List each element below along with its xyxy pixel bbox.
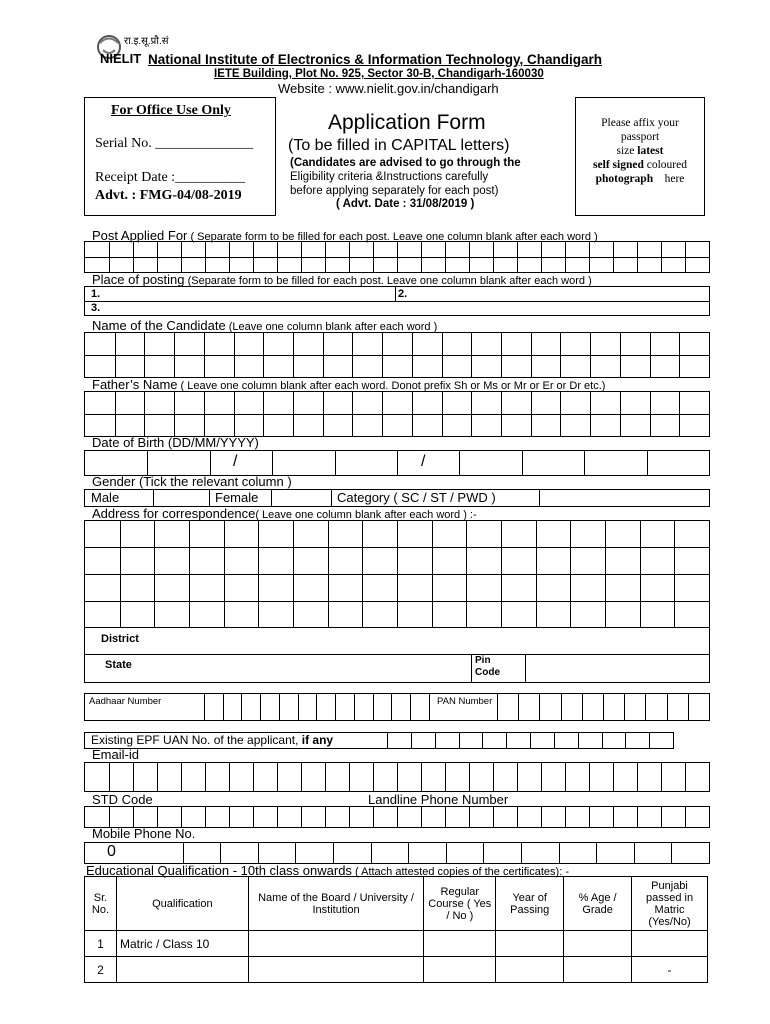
grid-line xyxy=(541,807,542,827)
name-label: Name of the Candidate (Leave one column blank after each word ) xyxy=(92,318,438,333)
grid-line xyxy=(578,733,579,748)
std-label: STD Code xyxy=(92,792,153,807)
grid-line xyxy=(272,451,273,475)
grid-line xyxy=(204,333,205,377)
grid-line xyxy=(442,333,443,377)
address-label: Address for correspondence( Leave one column blank after each word ) :- xyxy=(92,506,477,521)
grid-line xyxy=(241,694,242,720)
grid-line xyxy=(335,451,336,475)
grid-line xyxy=(397,451,398,475)
grid-line xyxy=(565,763,566,791)
grid-line xyxy=(229,242,230,272)
grid-line xyxy=(661,763,662,791)
grid-line xyxy=(667,694,668,720)
grid-line xyxy=(373,763,374,791)
grid-line xyxy=(688,694,689,720)
grid-line xyxy=(625,733,626,748)
grid-line xyxy=(397,807,398,827)
father-grid[interactable] xyxy=(84,391,710,437)
grid-line xyxy=(410,694,411,720)
grid-line xyxy=(220,843,221,863)
grid-line xyxy=(258,843,259,863)
grid-line xyxy=(325,763,326,791)
grid-line xyxy=(517,242,518,272)
grid-line xyxy=(391,694,392,720)
grid-line xyxy=(301,763,302,791)
serial-no: Serial No. ______________ xyxy=(95,136,254,151)
male-tick[interactable] xyxy=(153,490,209,506)
grid-line xyxy=(253,242,254,272)
grid-line xyxy=(210,451,211,475)
grid-line xyxy=(277,807,278,827)
grid-line xyxy=(323,333,324,377)
grid-line xyxy=(373,242,374,272)
header-sr: Sr. No. xyxy=(85,877,117,931)
epf-row[interactable]: Existing EPF UAN No. of the applicant, if any xyxy=(84,732,674,749)
office-use-box xyxy=(84,97,276,216)
grid-line xyxy=(298,694,299,720)
grid-line xyxy=(445,242,446,272)
grid-line xyxy=(223,694,224,720)
grid-line xyxy=(412,392,413,436)
aadhaar-label: Aadhaar Number xyxy=(89,696,162,707)
grid-line xyxy=(293,392,294,436)
grid-line xyxy=(109,242,110,272)
form-subtitle: (To be filled in CAPITAL letters) xyxy=(288,137,510,154)
grid-line xyxy=(133,242,134,272)
grid-line xyxy=(679,333,680,377)
grid-line xyxy=(554,733,555,748)
org-name: National Institute of Electronics & Information Technology, Chandigarh xyxy=(148,52,603,67)
education-table xyxy=(84,876,708,983)
grid-line xyxy=(445,763,446,791)
grid-line xyxy=(323,392,324,436)
grid-line xyxy=(144,333,145,377)
grid-line xyxy=(120,521,121,627)
grid-line xyxy=(109,807,110,827)
grid-line xyxy=(471,333,472,377)
district-label: District xyxy=(101,633,139,645)
father-label: Father’s Name ( Leave one column blank after each word. Donot prefix Sh or Ms or Mr or Er or Dr etc.) xyxy=(92,377,606,392)
grid-line xyxy=(685,763,686,791)
grid-line xyxy=(590,392,591,436)
gender-label: Gender (Tick the relevant column ) xyxy=(92,474,292,489)
mobile-grid[interactable] xyxy=(84,842,710,864)
email-grid[interactable] xyxy=(84,762,710,792)
grid-line xyxy=(565,807,566,827)
grid-line xyxy=(435,733,436,748)
address-grid[interactable] xyxy=(84,520,710,683)
grid-line xyxy=(181,242,182,272)
grid-line xyxy=(565,242,566,272)
form-title: Application Form xyxy=(328,111,486,134)
grid-line xyxy=(349,807,350,827)
grid-line xyxy=(333,843,334,863)
grid-line xyxy=(589,807,590,827)
grid-line xyxy=(181,763,182,791)
grid-line xyxy=(469,807,470,827)
grid-line xyxy=(277,763,278,791)
advt-date: ( Advt. Date : 31/08/2019 ) xyxy=(336,198,475,210)
grid-line xyxy=(253,763,254,791)
grid-line xyxy=(352,392,353,436)
grid-line xyxy=(469,242,470,272)
grid-line xyxy=(109,763,110,791)
grid-line xyxy=(661,807,662,827)
grid-line xyxy=(174,392,175,436)
dob-grid[interactable]: / / xyxy=(84,450,710,476)
state-label: State xyxy=(105,659,132,671)
grid-line xyxy=(685,242,686,272)
grid-line xyxy=(530,733,531,748)
grid-line xyxy=(328,521,329,627)
grid-line xyxy=(620,333,621,377)
grid-line xyxy=(224,521,225,627)
grid-line xyxy=(373,807,374,827)
grid-line xyxy=(421,763,422,791)
grid-line xyxy=(234,392,235,436)
grid-line xyxy=(589,763,590,791)
grid-line xyxy=(661,242,662,272)
grid-line xyxy=(349,763,350,791)
grid-line xyxy=(501,333,502,377)
grid-line xyxy=(373,694,374,720)
grid-line xyxy=(371,843,372,863)
grid-line xyxy=(517,763,518,791)
grid-line xyxy=(493,807,494,827)
grid-line xyxy=(157,763,158,791)
table-row: 2 - xyxy=(85,957,708,983)
grid-line xyxy=(469,763,470,791)
grid-line xyxy=(493,763,494,791)
grid-line xyxy=(205,763,206,791)
grid-line xyxy=(649,733,650,748)
grid-line xyxy=(559,843,560,863)
pan-label: PAN Number xyxy=(437,696,493,707)
gender-row: Male Female Category ( SC / ST / PWD ) xyxy=(84,489,710,507)
grid-line xyxy=(605,521,606,627)
grid-line xyxy=(115,333,116,377)
pin-label: Pin Code xyxy=(475,655,500,678)
aadhaar-pan-row[interactable] xyxy=(84,693,710,721)
landline-label: Landline Phone Number xyxy=(368,792,509,807)
grid-line xyxy=(382,333,383,377)
org-address: IETE Building, Plot No. 925, Sector 30-B, Chandigarh-160030 xyxy=(214,68,544,80)
header-qualification: Qualification xyxy=(116,877,248,931)
grid-line xyxy=(493,242,494,272)
post-label: Post Applied For ( Separate form to be filled for each post. Leave one column blank after each word ) xyxy=(92,228,598,243)
header-year: Year of Passing xyxy=(496,877,564,931)
advt-no: Advt. : FMG-04/08-2019 xyxy=(95,188,242,203)
grid-line xyxy=(144,392,145,436)
grid-line xyxy=(459,451,460,475)
grid-line xyxy=(459,733,460,748)
mobile-label: Mobile Phone No. xyxy=(92,826,196,841)
grid-line xyxy=(157,807,158,827)
grid-line xyxy=(483,843,484,863)
grid-line xyxy=(541,242,542,272)
grid-line xyxy=(613,763,614,791)
grid-line xyxy=(295,843,296,863)
grid-line xyxy=(133,807,134,827)
grid-line xyxy=(446,843,447,863)
office-title: For Office Use Only xyxy=(111,103,231,118)
female-tick[interactable] xyxy=(271,490,331,506)
mobile-value: 0 xyxy=(107,843,116,860)
grid-line xyxy=(685,807,686,827)
grid-line xyxy=(382,392,383,436)
phone-grid[interactable] xyxy=(84,806,710,828)
grid-line xyxy=(517,807,518,827)
grid-line xyxy=(671,843,672,863)
grid-line xyxy=(531,333,532,377)
education-label: Educational Qualification - 10th class onwards ( Attach attested copies of the certificates): - xyxy=(86,863,569,878)
grid-line xyxy=(560,392,561,436)
header-grade: % Age / Grade xyxy=(564,877,632,931)
grid-line xyxy=(645,694,646,720)
grid-line xyxy=(518,694,519,720)
grid-line xyxy=(650,333,651,377)
grid-line xyxy=(174,333,175,377)
grid-line xyxy=(133,763,134,791)
grid-line xyxy=(640,521,641,627)
header-punjabi: Punjabi passed in Matric (Yes/No) xyxy=(632,877,708,931)
grid-line xyxy=(229,807,230,827)
grid-line xyxy=(293,521,294,627)
grid-line xyxy=(466,521,467,627)
grid-line xyxy=(335,694,336,720)
grid-line xyxy=(157,242,158,272)
grid-line xyxy=(521,843,522,863)
grid-line xyxy=(397,521,398,627)
grid-line xyxy=(647,451,648,475)
logo-hindi: रा.इ.सू.प्रौ.सं xyxy=(124,36,169,47)
grid-line xyxy=(352,333,353,377)
grid-line xyxy=(115,392,116,436)
grid-line xyxy=(325,807,326,827)
grid-line xyxy=(421,242,422,272)
grid-line xyxy=(349,242,350,272)
grid-line xyxy=(613,807,614,827)
grid-line xyxy=(263,333,264,377)
grid-line xyxy=(536,521,537,627)
grid-line xyxy=(539,694,540,720)
grid-line xyxy=(589,242,590,272)
grid-line xyxy=(570,521,571,627)
grid-line xyxy=(412,333,413,377)
grid-line xyxy=(531,392,532,436)
grid-line xyxy=(183,843,184,863)
grid-line xyxy=(204,392,205,436)
website: Website : www.nielit.gov.in/chandigarh xyxy=(278,81,499,96)
grid-line xyxy=(541,763,542,791)
form-note: (Candidates are advised to go through the Eligibility criteria &Instructions carefully before applying separately for each post) xyxy=(290,157,521,197)
grid-line xyxy=(442,392,443,436)
grid-line xyxy=(482,733,483,748)
grid-line xyxy=(263,392,264,436)
grid-line xyxy=(506,733,507,748)
grid-line xyxy=(397,242,398,272)
grid-line xyxy=(277,242,278,272)
grid-line xyxy=(522,451,523,475)
grid-line xyxy=(620,392,621,436)
grid-line xyxy=(325,242,326,272)
name-grid[interactable] xyxy=(84,332,710,378)
grid-line xyxy=(205,242,206,272)
email-label: Email-id xyxy=(92,747,139,762)
grid-line xyxy=(301,807,302,827)
grid-line xyxy=(590,333,591,377)
header-regular: Regular Course ( Yes / No ) xyxy=(424,877,496,931)
grid-line xyxy=(637,763,638,791)
grid-line xyxy=(637,807,638,827)
grid-line xyxy=(674,521,675,627)
grid-line xyxy=(637,242,638,272)
grid-line xyxy=(560,333,561,377)
logo-text: NIELIT xyxy=(100,51,142,66)
grid-line xyxy=(471,392,472,436)
grid-line xyxy=(204,694,205,720)
table-row: 1 Matric / Class 10 xyxy=(85,931,708,957)
grid-line xyxy=(293,333,294,377)
grid-line xyxy=(679,392,680,436)
grid-line xyxy=(408,843,409,863)
grid-line xyxy=(253,807,254,827)
receipt-date: Receipt Date :__________ xyxy=(95,170,246,185)
grid-line xyxy=(445,807,446,827)
grid-line xyxy=(421,807,422,827)
grid-line xyxy=(234,333,235,377)
grid-line xyxy=(397,763,398,791)
grid-line xyxy=(147,451,148,475)
grid-line xyxy=(354,694,355,720)
grid-line xyxy=(596,843,597,863)
grid-line xyxy=(260,694,261,720)
header-board: Name of the Board / University / Institution xyxy=(248,877,424,931)
place-label: Place of posting (Separate form to be filled for each post. Leave one column blank after each word ) xyxy=(92,272,592,287)
grid-line xyxy=(411,733,412,748)
grid-line xyxy=(634,843,635,863)
photo-box: Please affix your passport size latest self signed coloured photograph here xyxy=(575,97,705,216)
grid-line xyxy=(602,733,603,748)
grid-line xyxy=(501,521,502,627)
grid-line xyxy=(613,242,614,272)
grid-line xyxy=(229,763,230,791)
grid-line xyxy=(205,807,206,827)
place-grid[interactable]: 1. 2. 3. xyxy=(84,286,710,316)
grid-line xyxy=(154,521,155,627)
grid-line xyxy=(650,392,651,436)
grid-line xyxy=(624,694,625,720)
grid-line xyxy=(258,521,259,627)
grid-line xyxy=(301,242,302,272)
dob-label: Date of Birth (DD/MM/YYYY) xyxy=(92,435,259,450)
grid-line xyxy=(584,451,585,475)
grid-line xyxy=(279,694,280,720)
grid-line xyxy=(561,694,562,720)
grid-line xyxy=(432,521,433,627)
grid-line xyxy=(603,694,604,720)
post-grid[interactable] xyxy=(84,241,710,273)
grid-line xyxy=(582,694,583,720)
grid-line xyxy=(189,521,190,627)
grid-line xyxy=(316,694,317,720)
grid-line xyxy=(362,521,363,627)
grid-line xyxy=(181,807,182,827)
grid-line xyxy=(501,392,502,436)
